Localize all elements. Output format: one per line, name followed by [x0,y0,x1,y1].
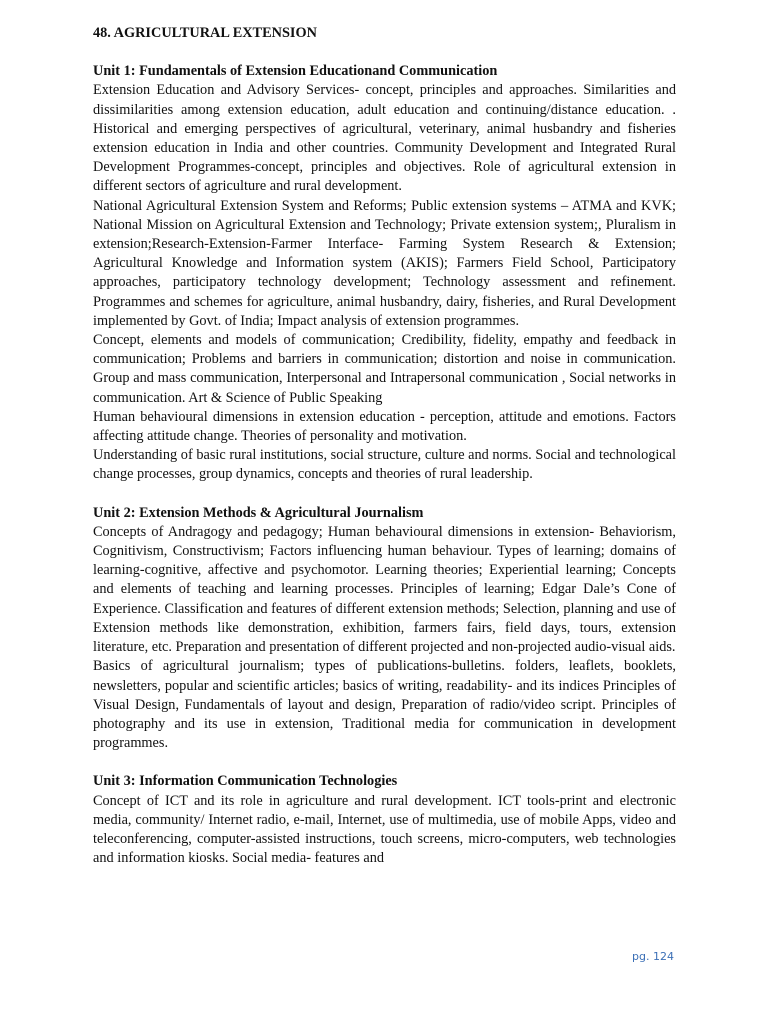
paragraph: Concept, elements and models of communication; Credibility, fidelity, empathy and feedback in communication; Problems and barriers in communication; distortion and noise in communication. Group and mass communication, Interpersonal and Intrapersonal communication , Social networks in communication. Art & Science of Public Speaking [93,332,676,406]
paragraph: Understanding of basic rural institutions, social structure, culture and norms. Social and technological change processes, group dynamics, concepts and theories of rural leadership. [93,447,676,483]
paragraph: Extension Education and Advisory Services- concept, principles and approaches. Similarities and dissimilarities among extension education, adult education and continuing/distance education. . Historical and emerging perspectives of agricultural, veterinary, animal husbandry and fisheries extension education in India and other countries. Community Development and Integrated Rural Development Programmes-concept, principles and objectives. Role of agricultural extension in different sectors of agriculture and rural development. [93,82,676,195]
unit-heading: Unit 1: Fundamentals of Extension Educationand Communication [93,63,498,80]
document-body [93,24,676,887]
unit-heading: Unit 2: Extension Methods & Agricultural Journalism [93,504,424,521]
paragraph: Human behavioural dimensions in extension education - perception, attitude and emotions. Factors affecting attitude change. Theories of personality and motivation. [93,408,676,445]
page-number: pg. 124 [632,950,674,963]
unit-3 [93,772,676,868]
unit-1 [93,62,676,484]
paragraph: Concepts of Andragogy and pedagogy; Human behavioural dimensions in extension- Behaviorism, Cognitivism, Constructivism; Factors influencing human behaviour. Types of learning; domains of learning-cognitive, affective and psychomotor. Learning theories; Experiential learning; Concepts and elements of teaching and learning processes. Principles of learning; Edgar Dale’s Cone of Experience. Classification and features of different extension methods; Selection, planning and use of Extension methods like demonstration, exhibition, farmers fairs, field days, tours, extension literature, etc. Preparation and presentation of different projected and non-projected audio-visual aids. [93,523,676,656]
paragraph: National Agricultural Extension System and Reforms; Public extension systems – ATMA and KVK; National Mission on Agricultural Extension and Technology; Private extension system;, Pluralism in extension;Research-Extension-Farmer Interface- Farming System Research & Extension; Agricultural Knowledge and Information system (AKIS); Farmers Field School, Participatory approaches, participatory technology development; Technology assessment and refinement. Programmes and schemes for agriculture, animal husbandry, dairy, fisheries, and Rural Development implemented by Govt. of India; Impact analysis of extension programmes. [93,197,676,329]
paragraph: Basics of agricultural journalism; types of publications-bulletins. folders, leaflets, booklets, newsletters, popular and scientific articles; basics of writing, readability- and its indices Principles of Visual Design, Fundamentals of layout and design, Preparation of radio/video script. Principles of photography and its use in extension, Traditional media for communication in development programmes. [93,658,676,752]
document-title: 48. AGRICULTURAL EXTENSION [93,25,317,41]
unit-2 [93,504,676,754]
paragraph: Concept of ICT and its role in agriculture and rural development. ICT tools-print and electronic media, community/ Internet radio, e-mail, Internet, use of multimedia, use of mobile Apps, video and teleconferencing, computer-assisted instructions, touch screens, micro-computers, web technologies and information kiosks. Social media- features and [93,792,676,867]
unit-heading: Unit 3: Information Communication Technologies [93,773,398,790]
